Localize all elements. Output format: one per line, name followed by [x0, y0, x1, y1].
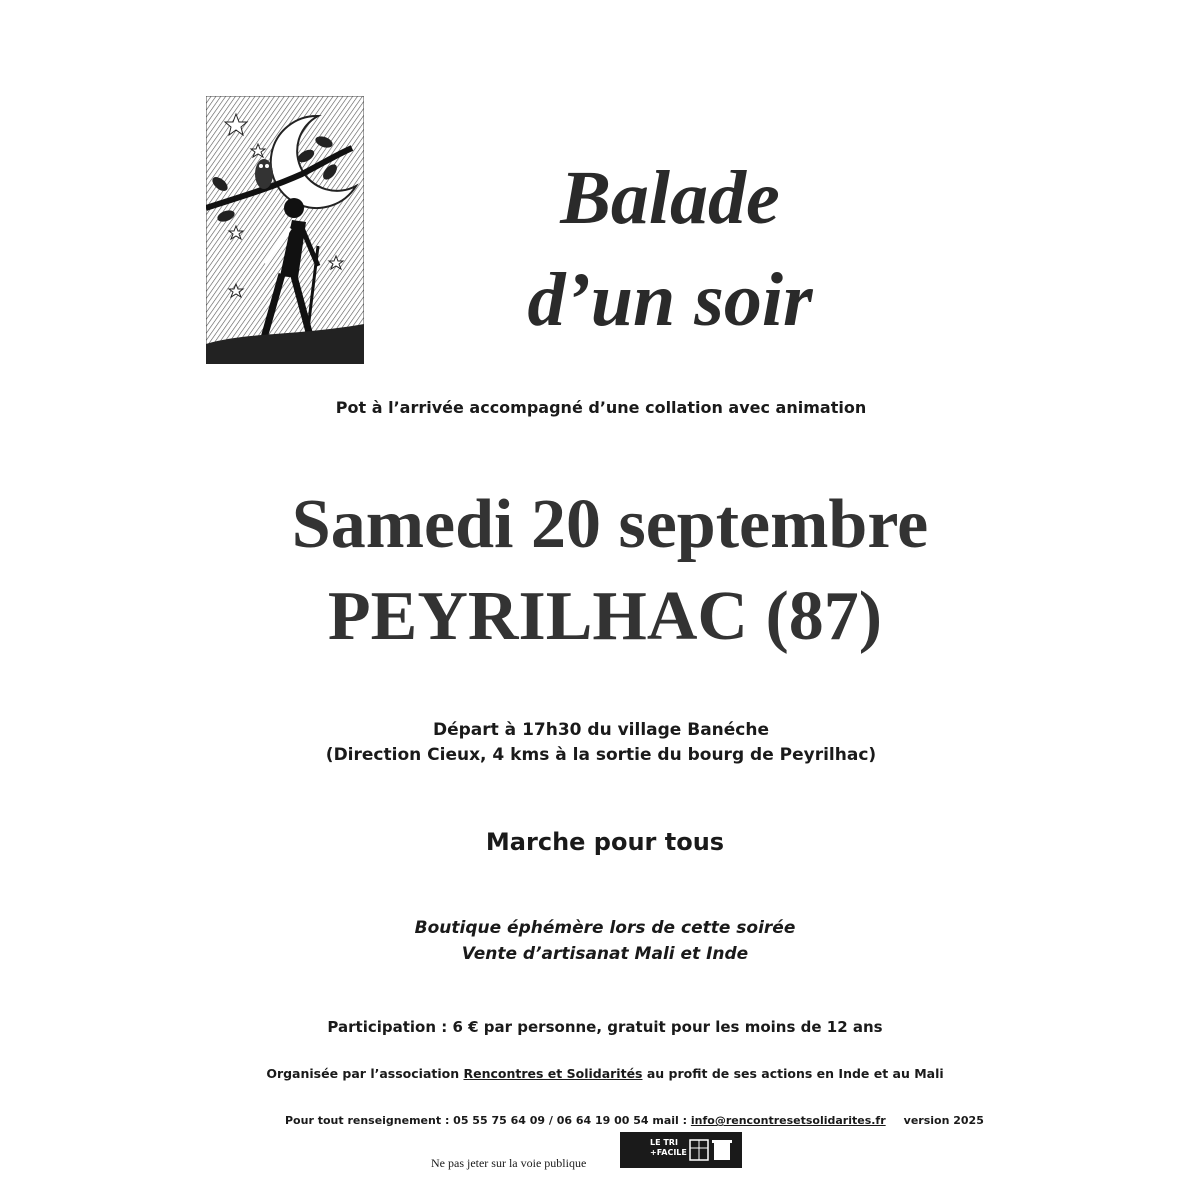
association-name: Rencontres et Solidarités — [463, 1066, 643, 1081]
participation: Participation : 6 € par personne, gratuit pour les moins de 12 ans — [327, 1018, 883, 1036]
organisation-suffix: au profit de ses actions en Inde et au Mali — [642, 1066, 944, 1081]
title-line-1: Balade — [560, 156, 780, 240]
title-line-2: d’un soir — [527, 258, 813, 342]
event-date: Samedi 20 septembre — [291, 486, 929, 563]
night-walker-illustration-icon — [206, 96, 364, 364]
shop-line-1: Boutique éphémère lors de cette soirée — [414, 918, 796, 938]
departure-line-2: (Direction Cieux, 4 kms à la sortie du bourg de Peyrilhac) — [325, 745, 877, 765]
contact-line — [285, 1114, 984, 1127]
subtitle: Pot à l’arrivée accompagné d’une collation avec animation — [335, 398, 867, 417]
recycling-bin-icon — [688, 1138, 736, 1162]
walk-label: Marche pour tous — [485, 828, 725, 856]
organisation — [0, 1066, 1202, 1081]
tri-facile-logo — [620, 1132, 742, 1168]
contact-label: Pour tout renseignement : 05 55 75 64 09 / 06 64 19 00 54 mail : — [285, 1114, 691, 1127]
shop-line-2: Vente d’artisanat Mali et Inde — [461, 944, 749, 964]
event-place: PEYRILHAC (87) — [327, 578, 883, 655]
version-label: version 2025 — [903, 1114, 984, 1127]
tri-logo-text: LE TRI +FACILE — [650, 1138, 687, 1157]
organisation-prefix: Organisée par l’association — [266, 1066, 464, 1081]
departure-line-1: Départ à 17h30 du village Banéche — [432, 720, 770, 740]
footer-note: Ne pas jeter sur la voie publique — [431, 1156, 587, 1170]
contact-email-link[interactable]: info@rencontresetsolidarites.fr — [690, 1114, 886, 1127]
